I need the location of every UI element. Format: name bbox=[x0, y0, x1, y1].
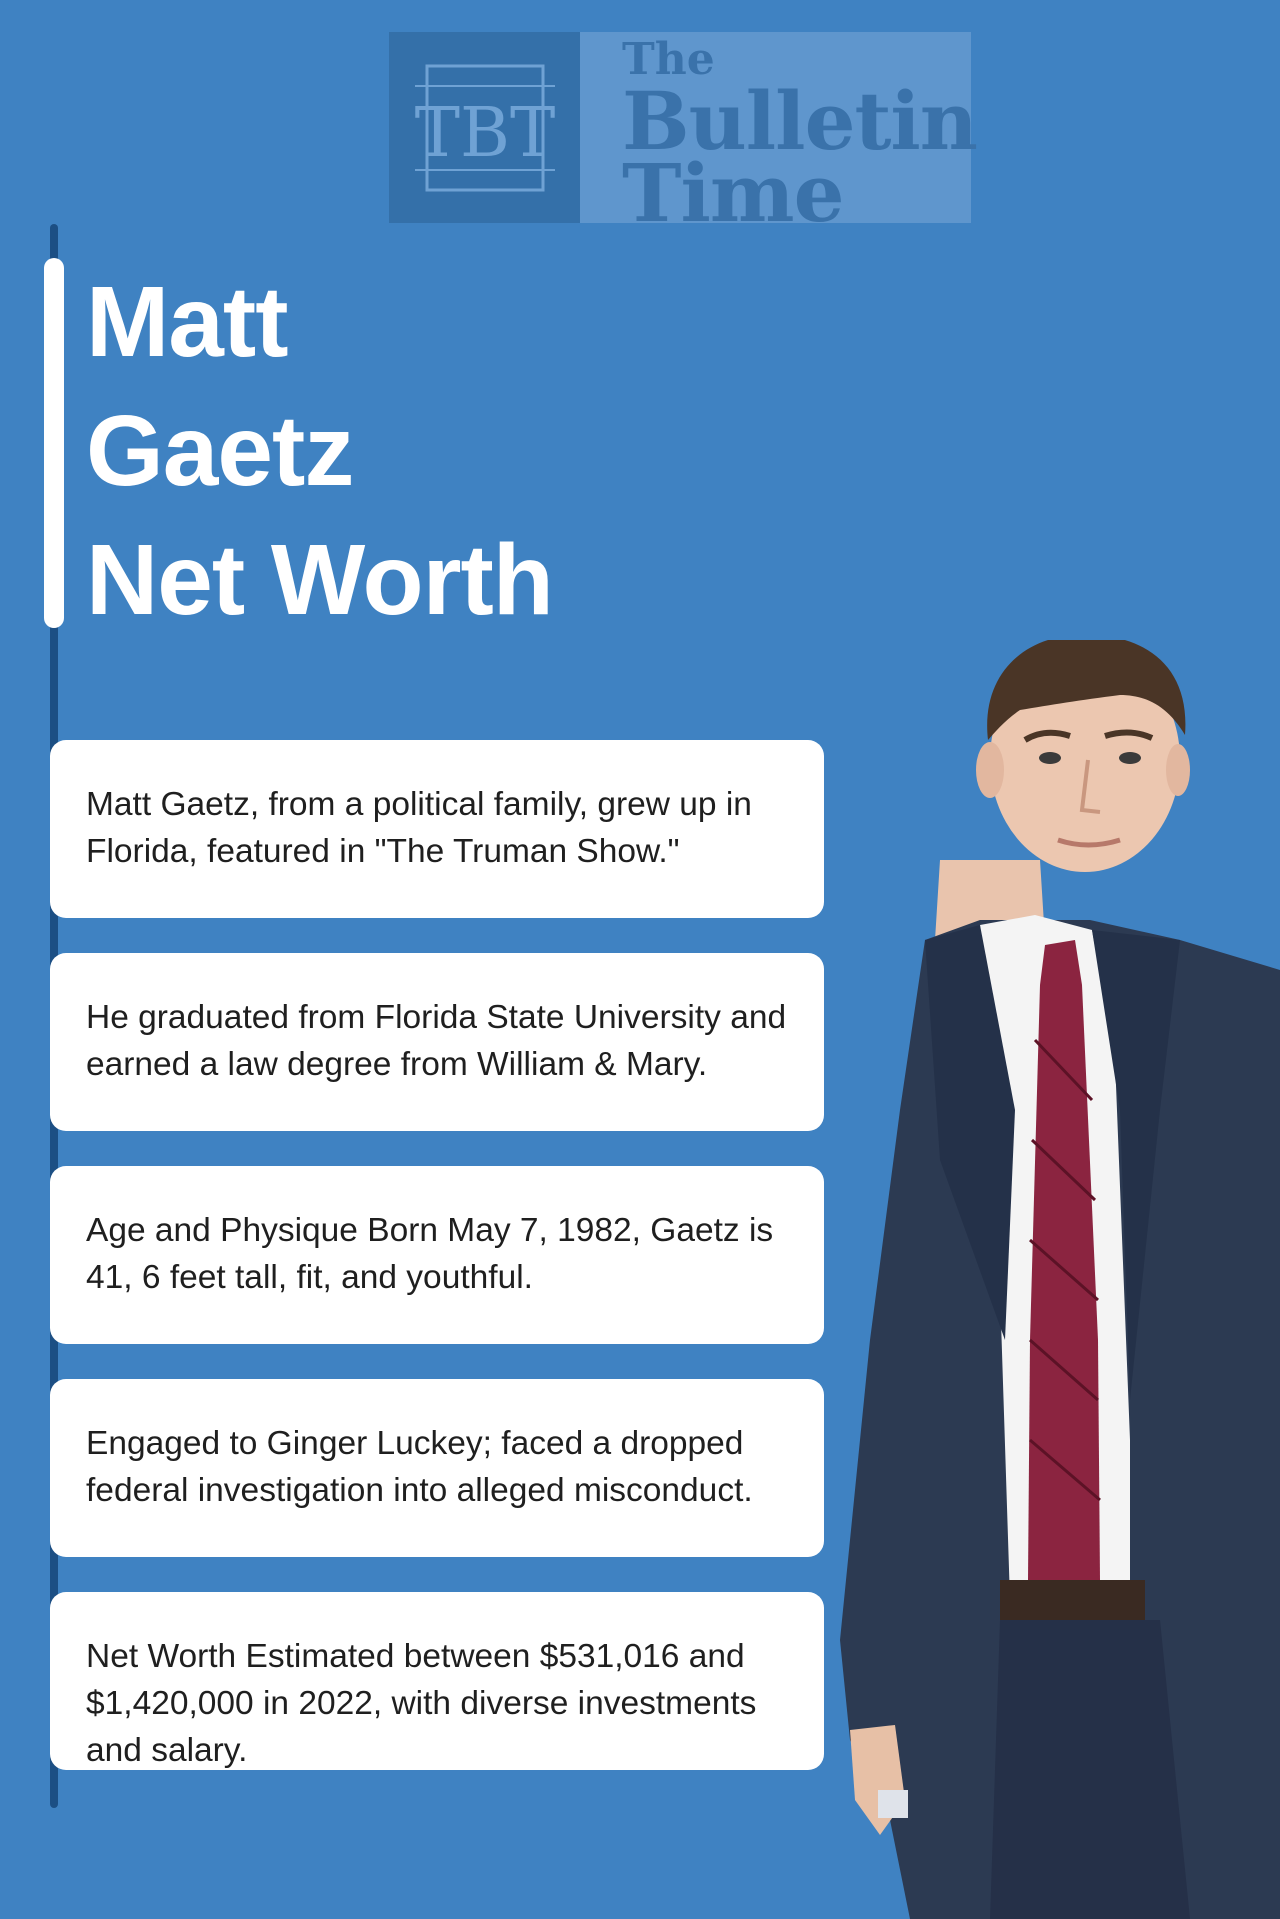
tbt-monogram-icon bbox=[405, 58, 565, 198]
logo-word-time: Time bbox=[622, 146, 844, 240]
info-card-net-worth bbox=[50, 1592, 824, 1770]
tbt-monogram bbox=[389, 32, 580, 223]
monogram-text: TBT bbox=[414, 93, 555, 173]
info-card-text: Age and Physique Born May 7, 1982, Gaetz is 41, 6 feet tall, fit, and youthful. bbox=[86, 1212, 774, 1296]
info-card-text: Net Worth Estimated between $531,016 and $1,420,000 in 2022, with diverse investments and salary. bbox=[86, 1638, 757, 1769]
title-accent-bar bbox=[44, 258, 64, 628]
title-line-3: Net Worth bbox=[86, 524, 553, 636]
info-card-personal bbox=[50, 1379, 824, 1557]
info-card-text: Matt Gaetz, from a political family, grew up in Florida, featured in "The Truman Show." bbox=[86, 786, 752, 870]
site-logo bbox=[389, 32, 977, 240]
info-card-education bbox=[50, 953, 824, 1131]
info-card-family bbox=[50, 740, 824, 918]
logo-word-bulletin: Bulletin bbox=[622, 74, 977, 168]
logo-word-the: The bbox=[622, 34, 715, 85]
title-line-2: Gaetz bbox=[86, 395, 354, 507]
page-title bbox=[86, 258, 553, 645]
info-card-age bbox=[50, 1166, 824, 1344]
logo-wordmark bbox=[580, 32, 977, 240]
info-card-text: He graduated from Florida State University and earned a law degree from William & Mary. bbox=[86, 999, 787, 1083]
person-photo bbox=[830, 640, 1280, 1919]
title-line-1: Matt bbox=[86, 266, 288, 378]
info-card-text: Engaged to Ginger Luckey; faced a dropped federal investigation into alleged misconduct. bbox=[86, 1425, 753, 1509]
